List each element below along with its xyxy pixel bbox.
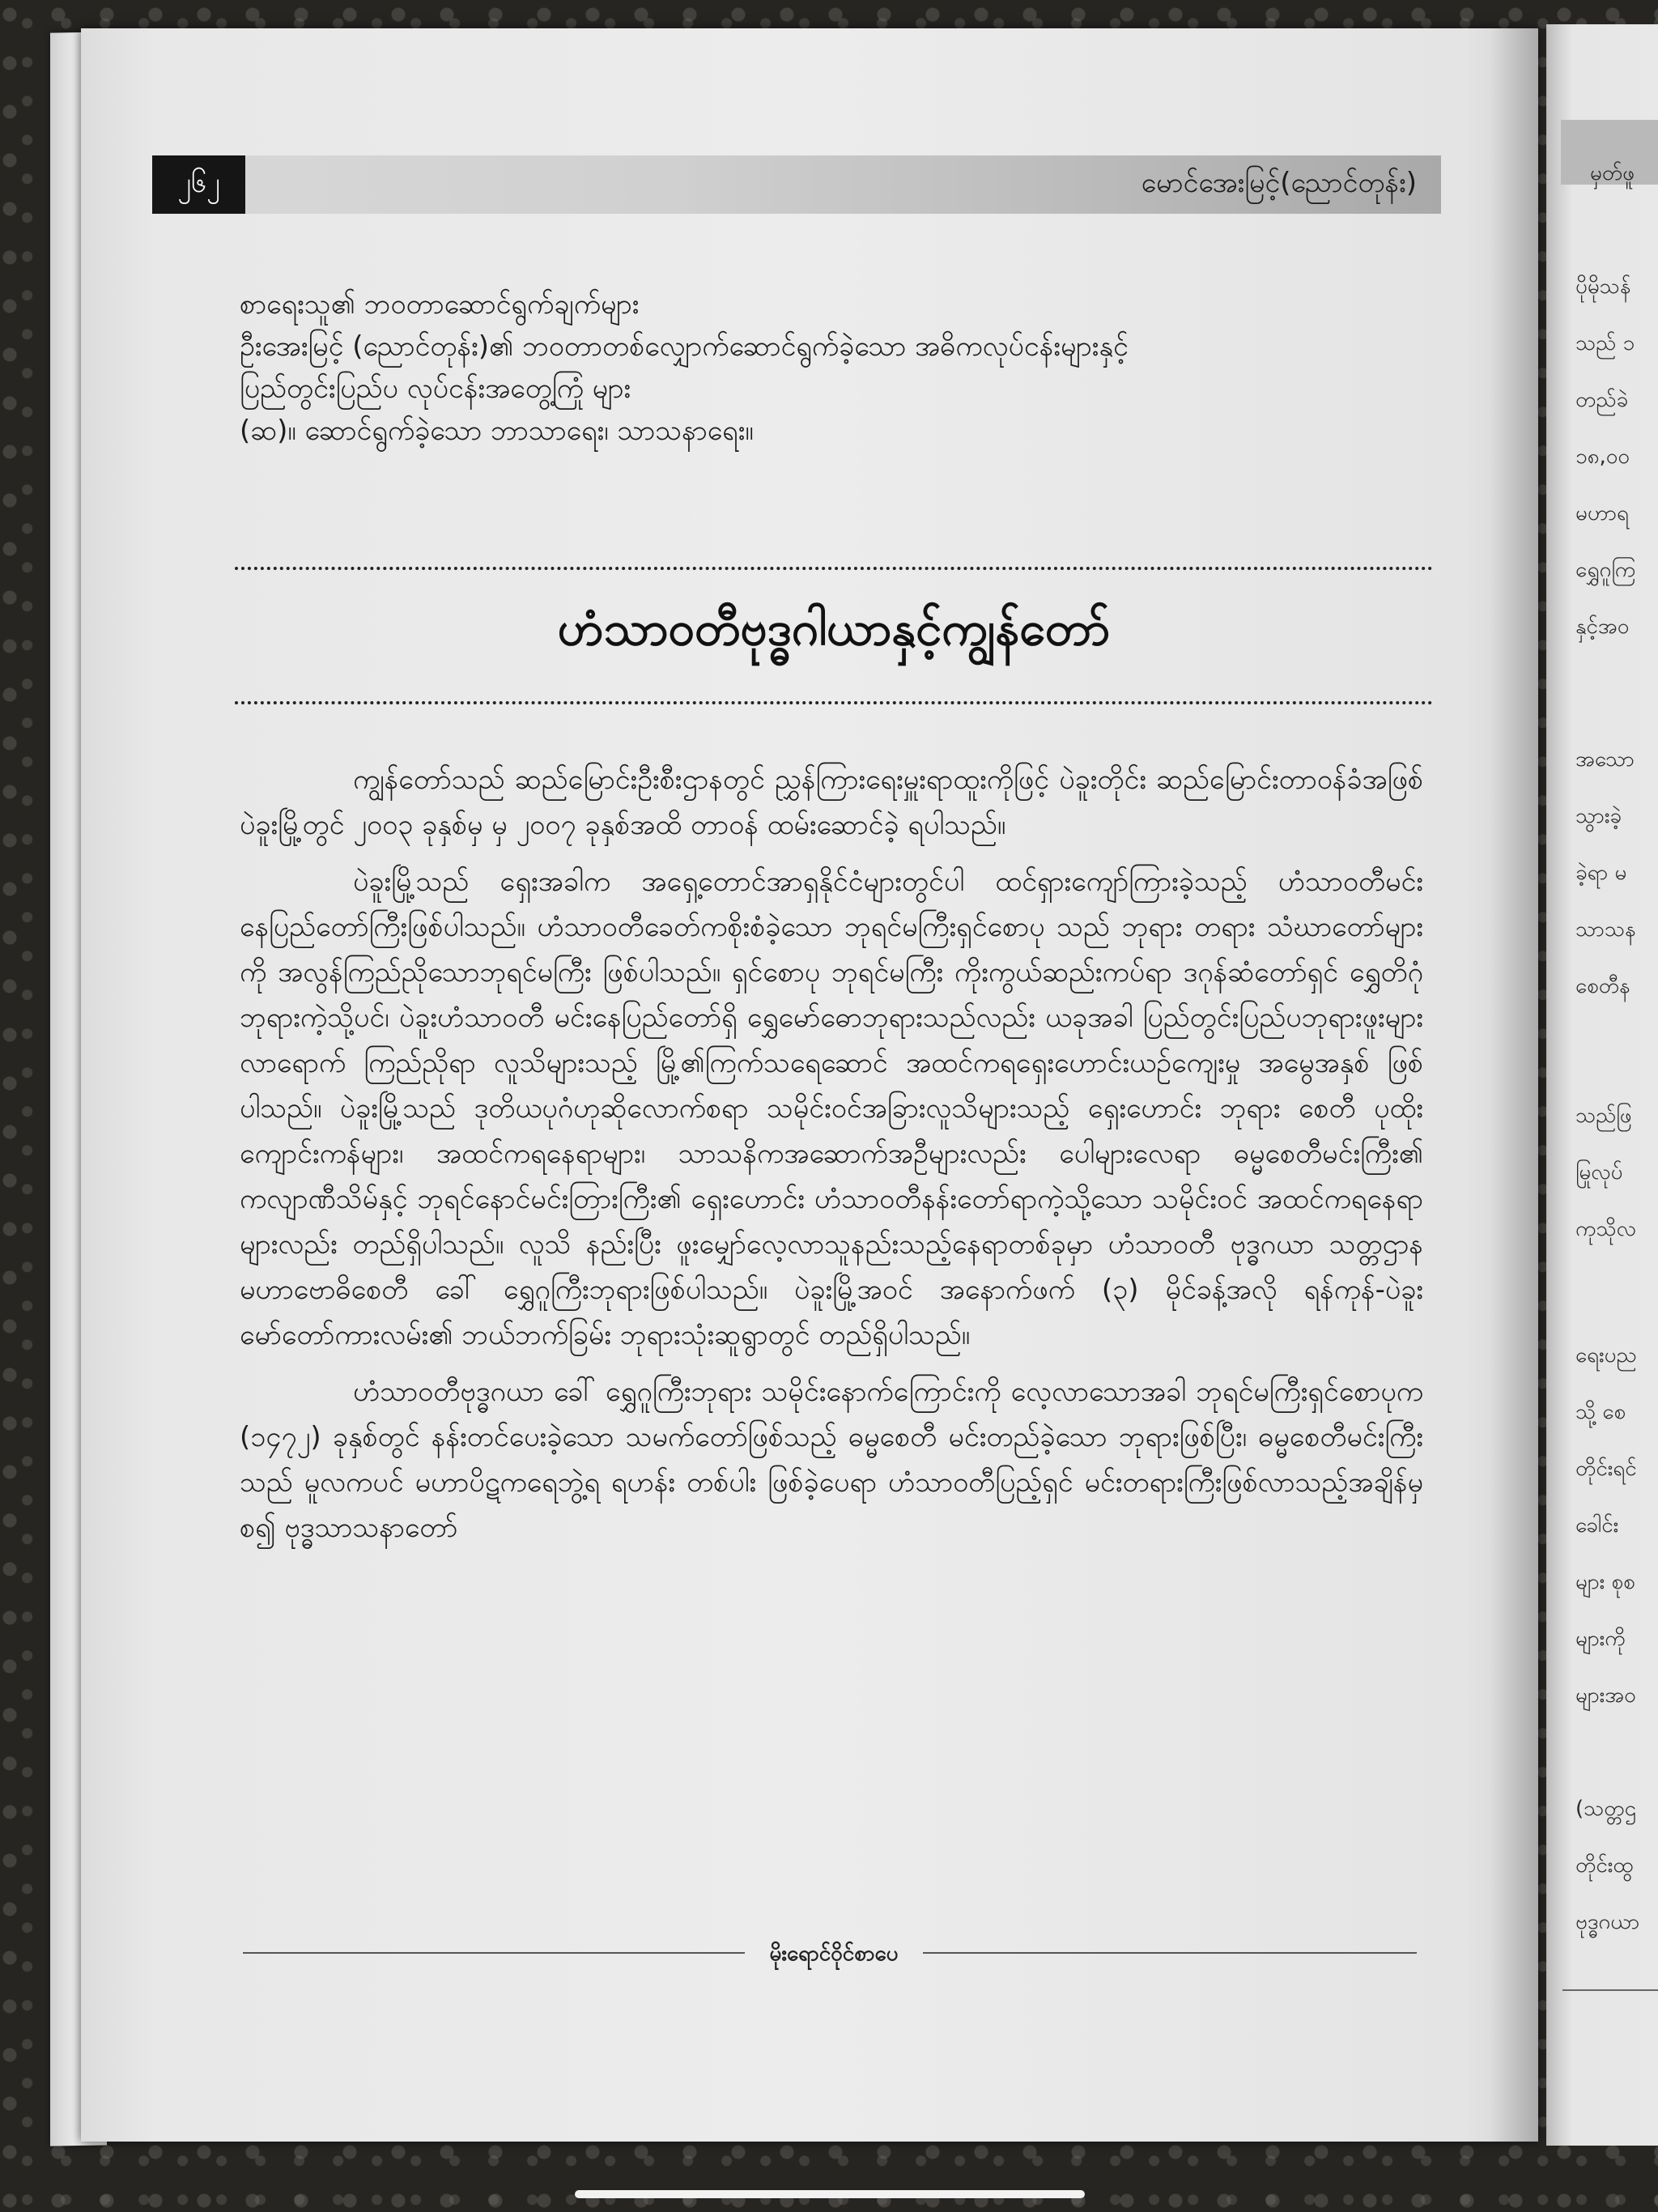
page-gutter-shadow xyxy=(1490,28,1538,2142)
facing-line: မဟာရ xyxy=(1575,501,1629,525)
info-line: စာရေးသူ၏ ဘဝတာဆောင်ရွက်ချက်များ xyxy=(240,288,640,321)
paragraph: ပဲခူးမြို့သည် ရှေးအခါက အရှေ့တောင်အာရှနိုင်ငံများတွင်ပါ ထင်ရှားကျော်ကြားခဲ့သည့် ဟံသာဝတီမင်းနေပြည်တော်ကြီးဖြစ်ပါသည်။ ဟံသာဝတီခေတ်ကစိုးစံခဲ့သော ဘုရင်မကြီးရှင်စောပု သည် ဘုရား တရား သံဃာတော်များကို အလွန်ကြည်ညိုသောဘုရင်မကြီး ဖြစ်ပါသည်။ ရှင်စောပု ဘုရင်မကြီး ကိုးကွယ်ဆည်းကပ်ရာ ဒဂုန်ဆံတော်ရှင် ရွှေတိဂုံဘုရားကဲ့သို့ပင်၊ ပဲခူးဟံသာဝတီ မင်းနေပြည်တော်ရှိ ရွှေမော်ဓောဘုရားသည်လည်း ယခုအခါ ပြည်တွင်းပြည်ပဘုရားဖူးများ လာရောက် ကြည်ညိုရာ လူသိများသည့် မြို့၏ကြက်သရေဆောင် အထင်ကရရှေးဟောင်းယဉ်ကျေးမှု အမွေအနှစ် ဖြစ်ပါသည်။ ပဲခူးမြို့သည် ဒုတိယပုဂံဟုဆိုလောက်စရာ သမိုင်းဝင်အခြားလူသိများသည့် ရှေးဟောင်း ဘုရား စေတီ ပုထိုးကျောင်းကန်များ၊ အထင်ကရနေရာများ၊ သာသနိကအဆောက်အဦများလည်း ပေါများလေရာ ဓမ္မစေတီမင်းကြီး၏ ကလျာဏီသိမ်နှင့် ဘုရင်နောင်မင်းတြားကြီး၏ ရှေးဟောင်း ဟံသာဝတီနန်းတော်ရာကဲ့သို့သော သမိုင်းဝင် အထင်ကရနေရာများလည်း တည်ရှိပါသည်။ လူသိ နည်းပြီး ဖူးမျှော်လေ့လာသူနည်းသည့်နေရာတစ်ခုမှာ ဟံသာဝတီ ဗုဒ္ဓဂယာ သတ္တဌာန မဟာဗောဓိစေတီ ခေါ် ရွှေဂူကြီးဘုရားဖြစ်ပါသည်။ ပဲခူးမြို့အဝင် အနောက်ဖက် (၃) မိုင်ခန့်အလို ရန်ကုန်-ပဲခူး မော်တော်ကားလမ်း၏ ဘယ်ဘက်ခြမ်း ဘုရားသုံးဆူရွာတွင် တည်ရှိပါသည်။ xyxy=(240,866,1423,1351)
facing-line: ဗုဒ္ဓဂယာ xyxy=(1575,1910,1640,1934)
footer-rule-left xyxy=(243,1952,745,1954)
facing-line: ရွှေဂူကြ xyxy=(1575,558,1636,582)
facing-line: ခဲ့ရာ မ xyxy=(1575,861,1627,885)
chapter-title: ဟံသာဝတီဗုဒ္ဓဂါယာနှင့်ကျွန်တော် xyxy=(557,601,1111,656)
page-number: ၂၆၂ xyxy=(152,155,245,214)
facing-line: တိုင်းရင် xyxy=(1575,1457,1637,1481)
facing-line: ရေးပည xyxy=(1575,1343,1637,1368)
facing-line: (သတ္တဌ xyxy=(1575,1797,1637,1821)
facing-page-header-text: မှတ်ဖူ xyxy=(1590,161,1635,185)
facing-page-header xyxy=(1561,120,1658,185)
facing-line: အသော xyxy=(1575,747,1635,772)
facing-line: သာသန xyxy=(1575,917,1636,942)
running-header xyxy=(152,155,1441,214)
facing-line: မြုလုပ် xyxy=(1575,1160,1623,1185)
facing-line: တည်ခဲ xyxy=(1575,388,1629,412)
facing-line: များကို xyxy=(1575,1627,1626,1651)
paragraph: ဟံသာဝတီဗုဒ္ဓဂယာ ခေါ် ရွှေဂူကြီးဘုရား သမိုင်းနောက်ကြောင်းကို လေ့လာသောအခါ ဘုရင်မကြီးရှင်စောပုက (၁၄၇၂) ခုနှစ်တွင် နန်းတင်ပေးခဲ့သော သမက်တော်ဖြစ်သည့် ဓမ္မစေတီ မင်းတည်ခဲ့သော ဘုရားဖြစ်ပြီး၊ ဓမ္မစေတီမင်းကြီးသည် မူလကပင် မဟာပိဋကရေဘွဲ့ရ ရဟန်း တစ်ပါး ဖြစ်ခဲ့ပေရာ ဟံသာဝတီပြည့်ရှင် မင်းတရားကြီးဖြစ်လာသည့်အချိန်မှစ၍ ဗုဒ္ဓသာသနာတော် xyxy=(240,1376,1423,1544)
facing-page xyxy=(1546,24,1658,2146)
facing-line: ခေါင်း xyxy=(1575,1513,1619,1538)
publisher-footer: မိုးရောင်ဝိုင်စာပေ xyxy=(769,1942,899,1966)
info-line: (ဆ)။ ဆောင်ရွက်ခဲ့သော ဘာသာရေး၊ သာသနာရေး။ xyxy=(240,415,754,447)
facing-line: ပိုမိုသန် xyxy=(1575,274,1631,299)
info-block xyxy=(240,283,1438,452)
facing-line: တိုင်းထွ xyxy=(1575,1853,1634,1878)
facing-line: များအဝ xyxy=(1575,1683,1636,1708)
footer-rule-right xyxy=(923,1952,1417,1954)
facing-line: သွားခဲ့ xyxy=(1575,804,1622,828)
facing-line: များ စုစ xyxy=(1575,1570,1635,1594)
title-rule-top xyxy=(235,567,1433,570)
facing-line: သည် ၁ xyxy=(1575,331,1635,355)
title-rule-bottom xyxy=(235,701,1433,704)
home-indicator[interactable] xyxy=(575,2190,1085,2198)
body-text xyxy=(240,757,1423,1562)
facing-line: စေတီန xyxy=(1575,974,1630,998)
facing-line: နှင့်အဝ xyxy=(1575,615,1630,639)
facing-line: သည်ဖြ xyxy=(1575,1104,1632,1128)
facing-line: သို့ စေ xyxy=(1575,1400,1626,1424)
paragraph: ကျွန်တော်သည် ဆည်မြောင်းဦးစီးဌာနတွင် ညွှန်ကြားရေးမှူးရာထူးကိုဖြင့် ပဲခူးတိုင်း ဆည်မြောင်းတာဝန်ခံအဖြစ် ပဲခူးမြို့တွင် ၂၀၀၃ ခုနှစ်မှ မှ ၂၀၀၇ ခုနှစ်အထိ တာဝန် ထမ်းဆောင်ခဲ့ ရပါသည်။ xyxy=(240,764,1423,841)
facing-line: ကုသိုလ xyxy=(1575,1217,1636,1241)
info-line: ပြည်တွင်းပြည်ပ လုပ်ငန်းအတွေ့ကြုံ များ xyxy=(240,372,631,405)
running-head-author: မောင်အေးမြင့်(ညောင်တုန်း) xyxy=(1141,166,1417,199)
facing-line: ၁၈,၀၀ xyxy=(1575,445,1630,469)
info-line: ဦးအေးမြင့် (ညောင်တုန်း)၏ ဘဝတာတစ်လျှောက်ဆောင်ရွက်ခဲ့သော အဓိကလုပ်ငန်းများနှင့် xyxy=(240,330,1129,363)
facing-footer-rule xyxy=(1562,1989,1658,1991)
